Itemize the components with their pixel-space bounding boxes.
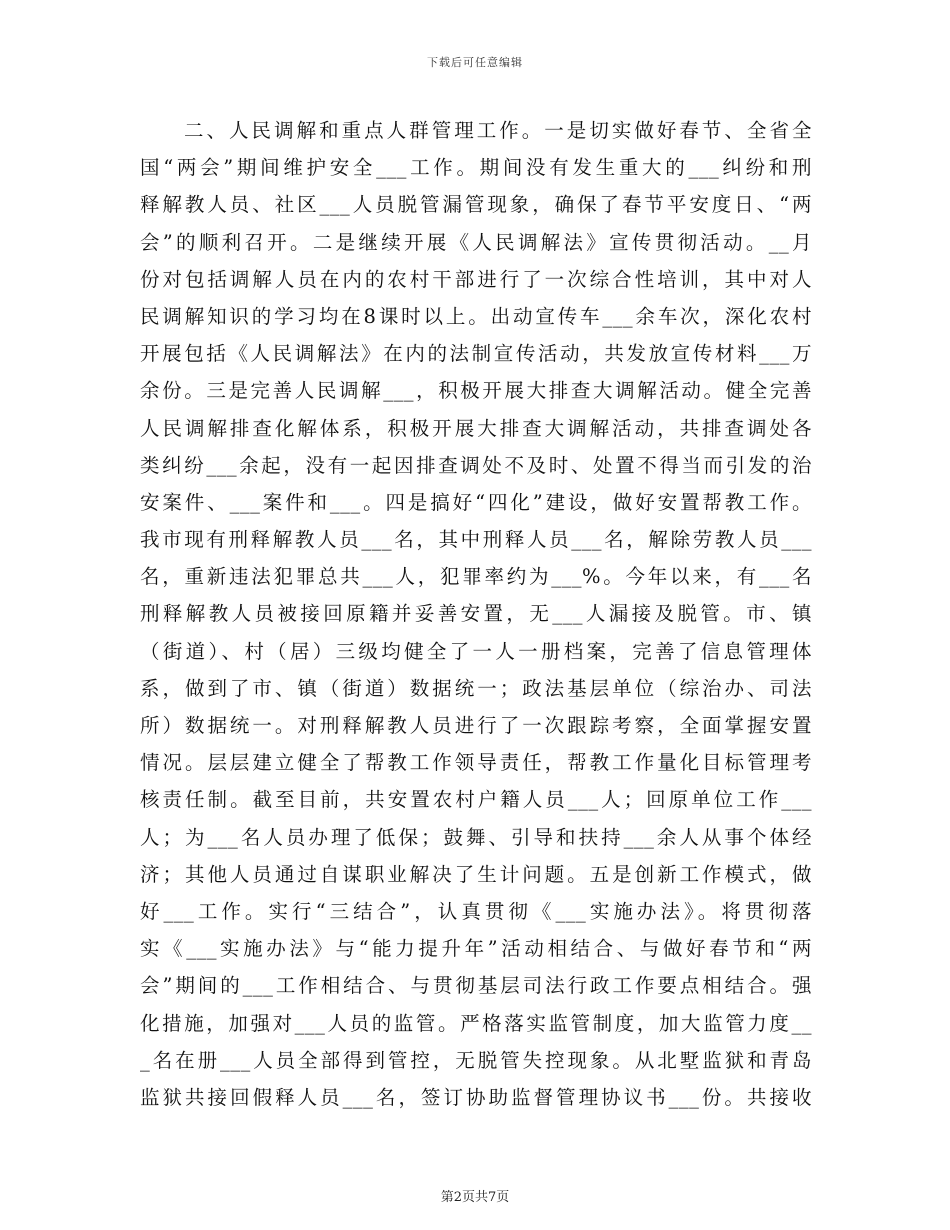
text-line: 类纠纷___余起，没有一起因排查调处不及时、处置不得当而引发的治 [140, 453, 812, 477]
text-line: 开展包括《人民调解法》在内的法制宣传活动，共发放宣传材料___万 [140, 342, 812, 366]
text-line: （街道）、村（居）三级均健全了一人一册档案，完善了信息管理体 [140, 639, 812, 663]
page-header-note: 下载后可任意编辑 [427, 56, 523, 69]
text-line: 实《___实施办法》与“能力提升年”活动相结合、与做好春节和“两 [140, 937, 812, 961]
text-line: 人民调解排查化解体系，积极开展大排查大调解活动，共排查调处各 [140, 416, 812, 440]
text-line: 济；其他人员通过自谋职业解决了生计问题。五是创新工作模式，做 [140, 862, 812, 886]
text-line: 核责任制。截至目前，共安置农村户籍人员___人；回原单位工作___ [140, 788, 812, 812]
document-body [140, 112, 812, 1116]
text-line: 民调解知识的学习均在8课时以上。出动宣传车___余车次，深化农村 [140, 304, 812, 328]
text-line: 会”期间的___工作相结合、与贯彻基层司法行政工作要点相结合。强 [140, 974, 812, 998]
text-line: 刑释解教人员被接回原籍并妥善安置，无___人漏接及脱管。市、镇 [140, 602, 812, 626]
text-line: 系，做到了市、镇（街道）数据统一；政法基层单位（综治办、司法 [140, 676, 812, 700]
text-line: 国“两会”期间维护安全___工作。期间没有发生重大的___纠纷和刑 [140, 156, 812, 180]
text-line: 我市现有刑释解教人员___名，其中刑释人员___名，解除劳教人员___ [140, 528, 812, 552]
text-line: 份对包括调解人员在内的农村干部进行了一次综合性培训，其中对人 [140, 267, 812, 291]
text-line: 余份。三是完善人民调解___，积极开展大排查大调解活动。健全完善 [140, 379, 812, 403]
text-line: _名在册___人员全部得到管控，无脱管失控现象。从北墅监狱和青岛 [140, 1048, 812, 1072]
text-line: 情况。层层建立健全了帮教工作领导责任，帮教工作量化目标管理考 [140, 751, 812, 775]
text-line: 释解教人员、社区___人员脱管漏管现象，确保了春节平安度日、“两 [140, 193, 812, 217]
text-line: 安案件、___案件和___。四是搞好“四化”建设，做好安置帮教工作。 [140, 490, 812, 514]
text-line: 所）数据统一。对刑释解教人员进行了一次跟踪考察，全面掌握安置 [140, 714, 812, 737]
text-line: 化措施，加强对___人员的监管。严格落实监管制度，加大监管力度__ [140, 1011, 812, 1035]
text-line: 二、人民调解和重点人群管理工作。一是切实做好春节、全省全 [184, 119, 812, 142]
text-line: 会”的顺利召开。二是继续开展《人民调解法》宣传贯彻活动。__月 [140, 230, 812, 254]
text-line: 好___工作。实行“三结合”，认真贯彻《___实施办法》。将贯彻落 [140, 899, 812, 923]
text-line: 名，重新违法犯罪总共___人，犯罪率约为___%。今年以来，有___名 [140, 565, 812, 589]
text-line: 监狱共接回假释人员___名，签订协助监督管理协议书___份。共接收 [140, 1085, 812, 1109]
page-number: 第2页共7页 [440, 1190, 510, 1205]
text-line: 人；为___名人员办理了低保；鼓舞、引导和扶持___余人从事个体经 [140, 825, 812, 849]
